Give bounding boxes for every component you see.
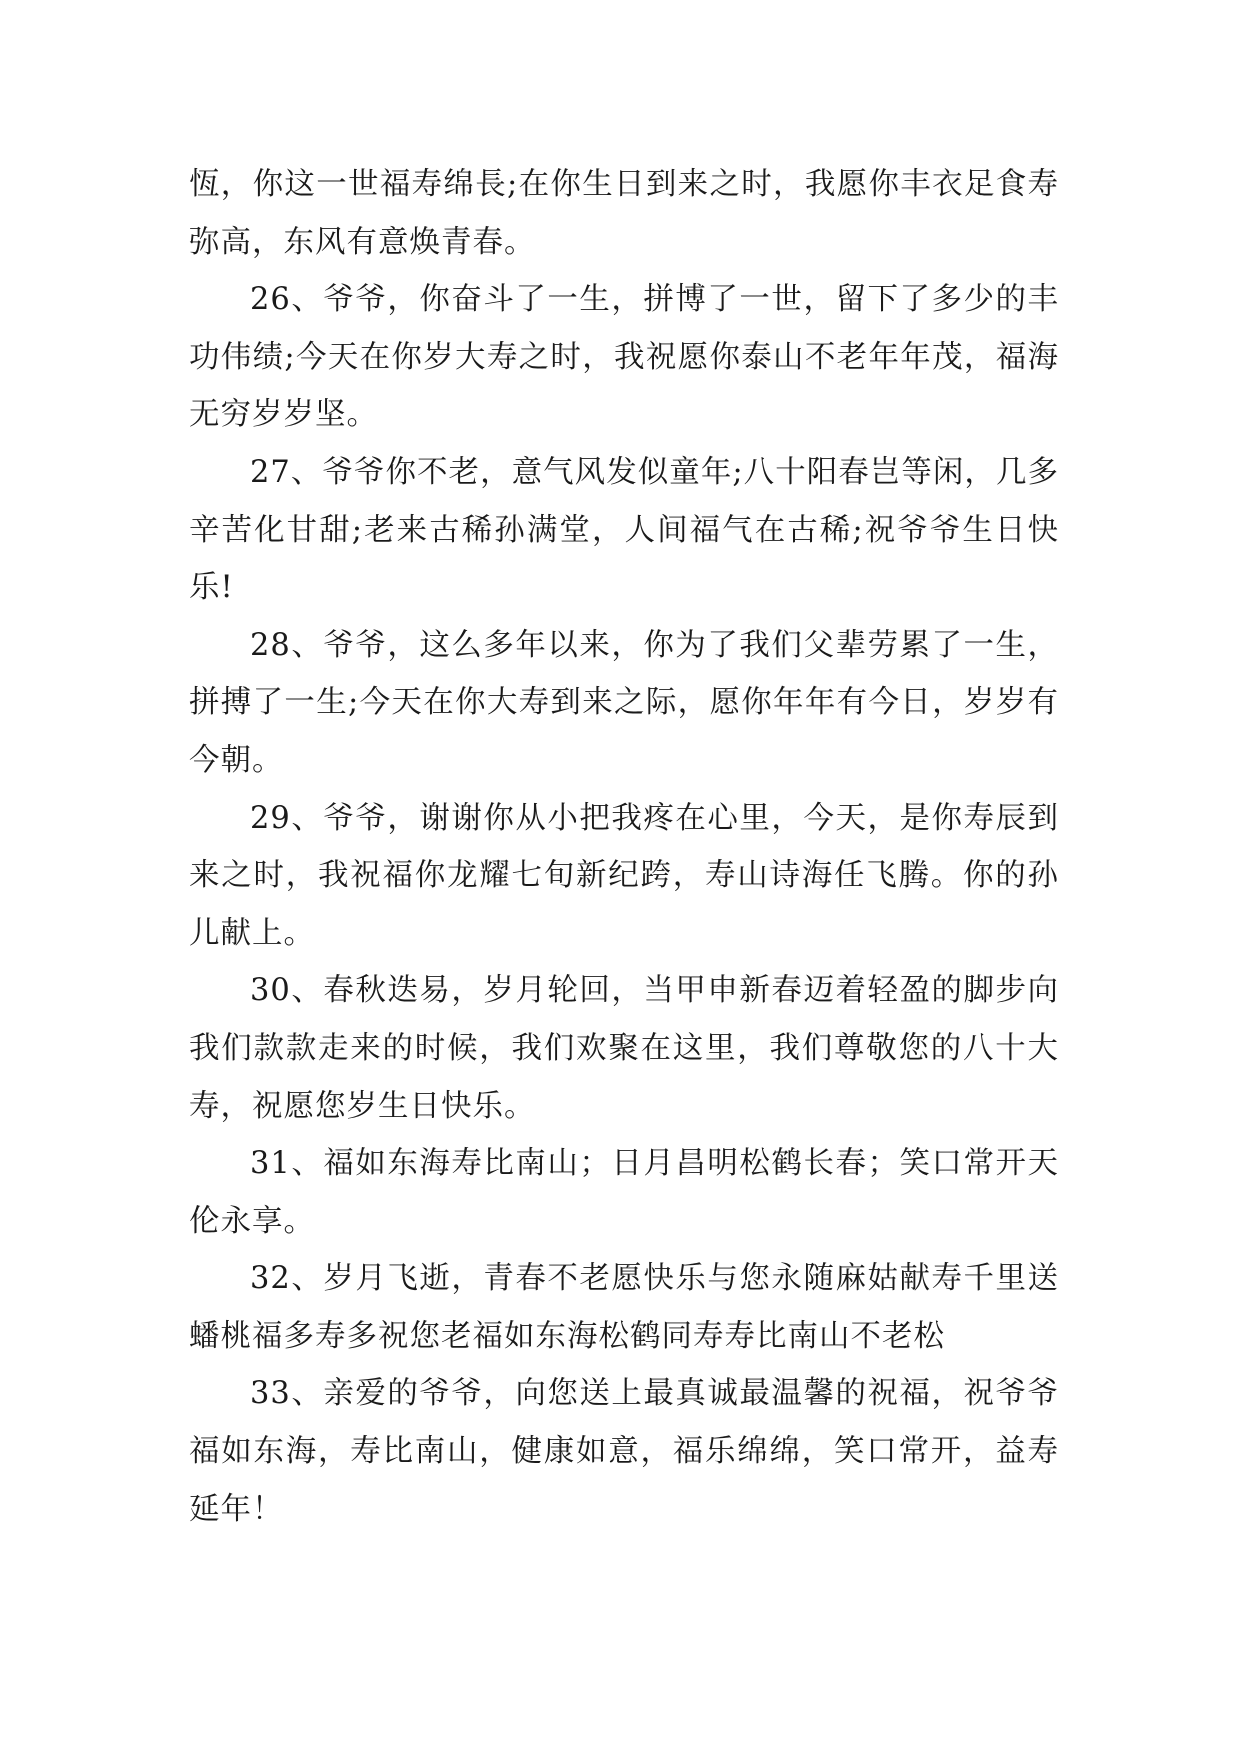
paragraph-29: 29、爷爷，谢谢你从小把我疼在心里，今天，是你寿辰到来之时，我祝福你龙耀七旬新纪跨，寿山诗海任飞腾。你的孙儿献上。 xyxy=(189,800,1059,951)
paragraph-33: 33、亲爱的爷爷，向您送上最真诚最温馨的祝福，祝爷爷福如东海，寿比南山，健康如意，福乐绵绵，笑口常开，益寿延年！ xyxy=(189,1376,1059,1527)
document-body xyxy=(189,156,1059,1538)
paragraph-continuation: 恆，你这一世福寿绵長;在你生日到来之时，我愿你丰衣足食寿弥高，东风有意焕青春。 xyxy=(189,167,1059,260)
paragraph-30: 30、春秋迭易，岁月轮回，当甲申新春迈着轻盈的脚步向我们款款走来的时候，我们欢聚在这里，我们尊敬您的八十大寿，祝愿您岁生日快乐。 xyxy=(189,973,1059,1124)
paragraph-28: 28、爷爷，这么多年以来，你为了我们父辈劳累了一生，拼搏了一生;今天在你大寿到来之际，愿你年年有今日，岁岁有今朝。 xyxy=(189,627,1059,778)
paragraph-26: 26、爷爷，你奋斗了一生，拼博了一世，留下了多少的丰功伟绩;今天在你岁大寿之时，我祝愿你泰山不老年年茂，福海无穷岁岁坚。 xyxy=(189,282,1059,433)
paragraph-27: 27、爷爷你不老，意气风发似童年;八十阳春岂等闲，几多辛苦化甘甜;老来古稀孙满堂，人间福气在古稀;祝爷爷生日快乐! xyxy=(189,454,1059,606)
paragraph-32: 32、岁月飞逝，青春不老愿快乐与您永随麻姑献寿千里送蟠桃福多寿多祝您老福如东海松鹤同寿寿比南山不老松 xyxy=(189,1261,1059,1354)
paragraph-31: 31、福如东海寿比南山；日月昌明松鹤长春；笑口常开天伦永享。 xyxy=(189,1146,1059,1239)
